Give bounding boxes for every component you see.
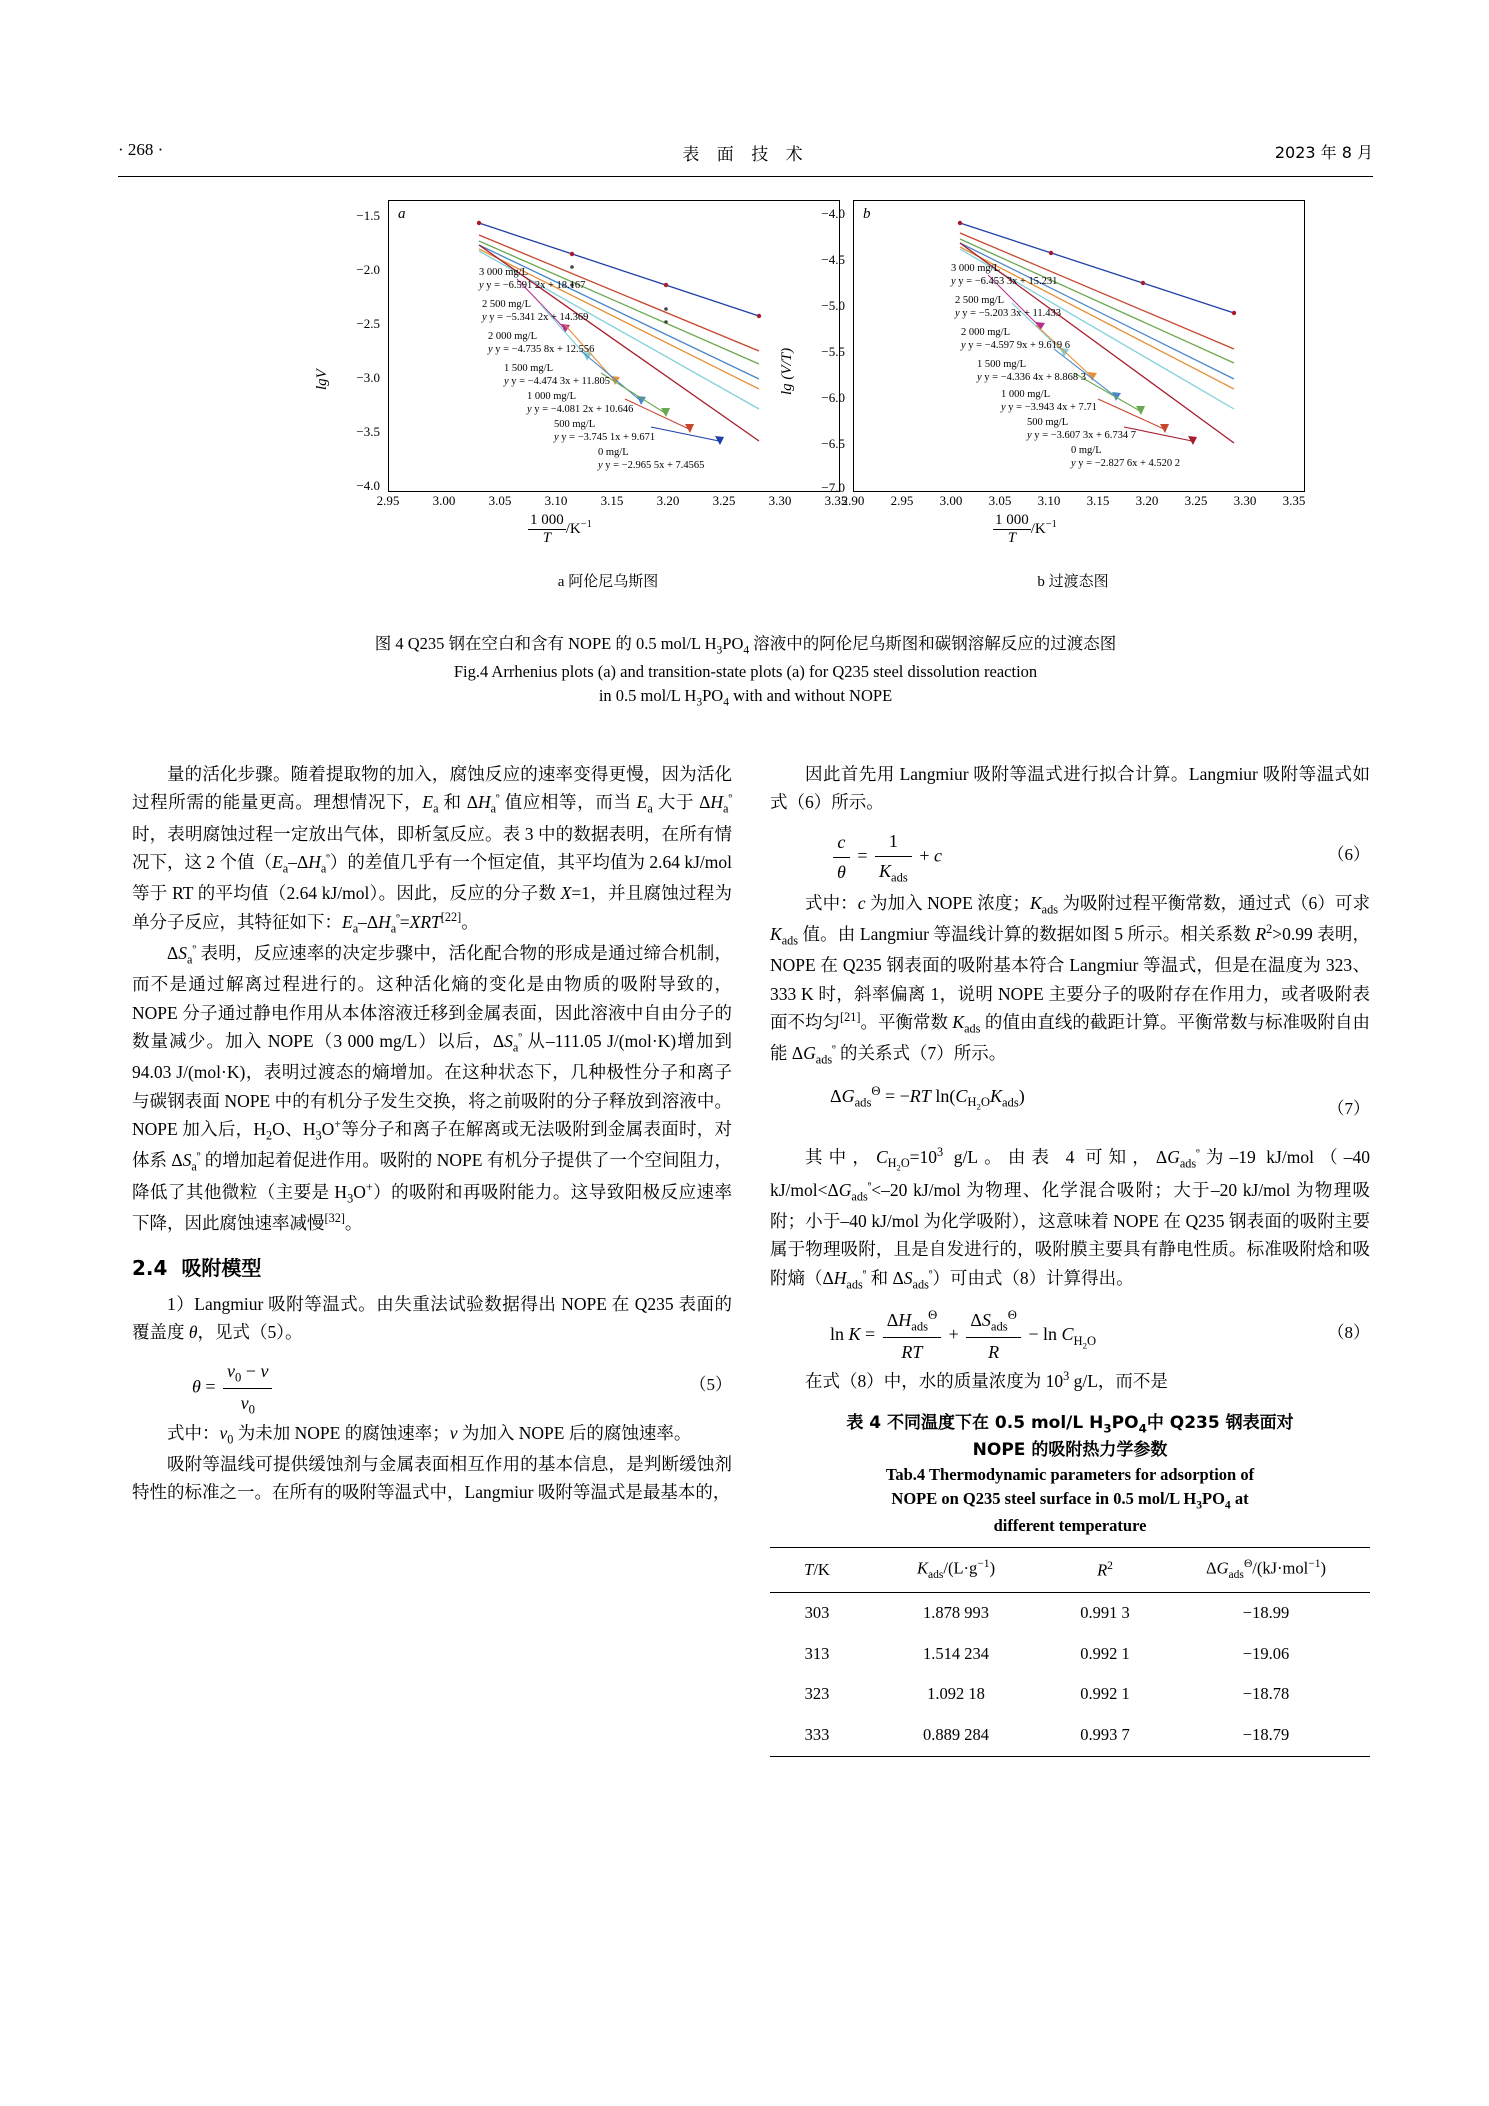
panel-b-ytick-6: −7.0 — [821, 480, 845, 495]
panel-a-annotation-6: 0 mg/L y y = −2.965 5x + 7.4565 — [598, 447, 705, 472]
equation-5-body: θ = $\frac{v_0 - v}{v_0}$ — [192, 1357, 275, 1420]
table-row — [770, 1674, 1370, 1715]
table-row — [770, 1592, 1370, 1633]
table-caption-cn-1: 表 4 不同温度下在 0.5 mol/L $H_3PO_4$中 Q235 钢表面对 — [846, 1413, 1294, 1436]
panel-a-xtick-6: 3.25 — [712, 493, 736, 508]
figure-caption — [118, 632, 1373, 712]
cell-kads: 1.092 18 — [927, 1684, 985, 1704]
figure-caption-en-2: in 0.5 mol/L $H_3PO_4$ with and without NOPE — [598, 686, 893, 709]
panel-a-ytick-4: −3.5 — [356, 424, 380, 439]
panel-b-ytick-0: −4.0 — [821, 206, 845, 221]
issue-date: 2023 年 8 月 — [1274, 143, 1373, 162]
panel-b-xtick-4: 3.10 — [1037, 493, 1061, 508]
panel-b-xtick-5: 3.15 — [1086, 493, 1110, 508]
cell-kads: 1.878 993 — [923, 1602, 989, 1622]
panel-b-xtick-3: 3.05 — [988, 493, 1012, 508]
panel-a-xtick-4: 3.15 — [600, 493, 624, 508]
table-header-kads: $K_{ads}/(L\cdot g^{-1})$ — [864, 1548, 1048, 1593]
panel-a-ytick-0: −1.5 — [356, 208, 380, 223]
equation-6-body: $\frac{c}{\theta}$ = 1 $K_{ads}$ + c — [830, 827, 942, 888]
panel-b-xtick-6: 3.20 — [1135, 493, 1159, 508]
paragraph-r1: 因此首先用 Langmiur 吸附等温式进行拟合计算。Langmiur 吸附等温式如式（6）所示。 — [770, 764, 1370, 813]
table-4 — [770, 1547, 1370, 1756]
panel-b-ytick-5: −6.5 — [821, 436, 845, 451]
panel-b-xtick-7: 3.25 — [1184, 493, 1208, 508]
left-column — [132, 760, 732, 1507]
panel-a-letter: a — [398, 206, 406, 222]
figure-caption-en-1: Fig.4 Arrhenius plots (a) and transition-state plots (a) for Q235 steel dissolution reaction — [453, 661, 1038, 681]
equation-7-number: （7） — [1327, 1098, 1370, 1118]
panel-b-xlabel: $\frac{1 000}{T}$ $/K^{-1}$ — [995, 512, 1057, 547]
panel-a-xtick-5: 3.20 — [656, 493, 680, 508]
table-caption-en-3: different temperature — [993, 1515, 1147, 1535]
paragraph-r2: 式中：c 为加入 NOPE 浓度；$K_{ads}$ 为吸附过程平衡常数，通过式（6）可求 $K_{ads}$ 值。由 Langmiur 等温线计算的数据如图 5 所示。相关系数 $R^2>0.99$ 表明，NOPE 在 Q235 钢表面的吸附基本符合 Langmiur 等温式，但是在温度为 323、333 K 时，斜率偏离 1，说明 NOPE 主要分子的吸附存在作用力，或者吸附表面不均匀[21]。平衡常数 $K_{ads}$ 的值由直线的截距计算。平衡常数与标准吸附自由能 $\Delta G_{ads}^ᶱ$ 的关系式（7）所示。 — [770, 892, 1371, 1067]
equation-8-body: ln K = $\Delta H_{ads}^\Theta$ RT + $\Delta S_{ads}^\Theta$ R − $\ln C_{H_2O}$ — [830, 1305, 1096, 1367]
right-column — [770, 760, 1370, 1757]
equation-8 — [770, 1305, 1370, 1362]
paragraph-l1: 量的活化步骤。随着提取物的加入，腐蚀反应的速率变得更慢，因为活化过程所需的能量更高。理想情况下，$E_a$ 和 $\Delta H_a^ᶱ$ 值应相等，而当 $E_a$ 大于 $\Delta H_a^ᶱ$ 时，表明腐蚀过程一定放出气体，即析氢反应。表 3 中的数据表明，在所有情况下，这 2 个值$(E_a-\Delta H_a^ᶱ)$的差值几乎有一个恒定值，其平均值为 2.64 kJ/mol 等于 RT 的平均值（2.64 kJ/mol）。因此，反应的分子数 X=1，并且腐蚀过程为单分子反应，其特征如下：$E_a-\Delta H_a^ᶱ=XRT[22]$。 — [132, 764, 733, 936]
panel-a-xtick-0: 2.95 — [376, 493, 400, 508]
table-caption-cn-2: NOPE 的吸附热力学参数 — [972, 1439, 1168, 1460]
panel-a-ytick-3: −3.0 — [356, 370, 380, 385]
panel-a-ylabel: lgV — [314, 369, 330, 390]
panel-b-annotation-0: 3 000 mg/L y y = −6.453 3x + 15.231 — [951, 263, 1058, 288]
panel-b-ytick-4: −6.0 — [821, 390, 845, 405]
panel-a-annotation-3: 1 500 mg/L y y = −4.474 3x + 11.805 — [504, 363, 611, 388]
table-header-r2: $R^2$ — [1048, 1548, 1162, 1593]
panel-a-annotation-1: 2 500 mg/L y y = −5.341 2x + 14.369 — [482, 299, 589, 324]
figure-4 — [118, 190, 1373, 630]
table-row — [770, 1634, 1370, 1675]
panel-a-caption: a 阿伦尼乌斯图 — [557, 574, 659, 590]
equation-8-number: （8） — [1327, 1322, 1370, 1342]
paragraph-l2: $\Delta S_a^ᶱ$ 表明，反应速率的决定步骤中，活化配合物的形成是通过缔合机制，而不是通过解离过程进行的。这种活化熵的变化是由物质的吸附导致的，NOPE 分子通过静电作用从本体溶液迁移到金属表面，因此溶液中自由分子的数量减少。加入 NOPE（3 000 mg/L）以后，$\Delta S_a^ᶱ$ 从–111.05 J/(mol·K)增加到 94.03 J/(mol·K)，表明过渡态的熵增加。在这种状态下，几种极性分子和离子与碳钢表面 NOPE 中的有机分子发生交换，将之前吸附的分子释放到溶液中。NOPE 加入后，$H_2O$、$H_3O^+$等分子和离子在解离或无法吸附到金属表面时，对体系 $\Delta S_a^ᶱ$ 的增加起着促进作用。吸附的 NOPE 有机分子提供了一个空间阻力，降低了其他微粒（主要是 $H_3O^+$）的吸附和再吸附能力。这导致阳极反应速率下降，因此腐蚀速率减慢[32]。 — [132, 941, 733, 1234]
equation-7-body: $\Delta G_{ads}^\Theta = -RT$ $\ln(C_{H_2O}K_{ads})$ — [830, 1083, 1025, 1112]
cell-dg: −18.78 — [1242, 1684, 1290, 1704]
cell-t: 323 — [804, 1684, 830, 1704]
panel-a-xtick-7: 3.30 — [768, 493, 792, 508]
panel-b-caption: b 过渡态图 — [1037, 574, 1109, 590]
paragraph-l4: 式中：$v_0$ 为未加 NOPE 的腐蚀速率；v 为加入 NOPE 后的腐蚀速率。 — [167, 1422, 692, 1447]
panel-a-ytick-1: −2.0 — [356, 262, 380, 277]
panel-a-annotation-0: 3 000 mg/L y y = −6.591 2x + 18.167 — [479, 267, 586, 292]
page-number: · 268 · — [118, 140, 164, 159]
panel-b-ylabel: lg (V/T) — [779, 347, 795, 395]
panel-a-ytick-2: −2.5 — [356, 316, 380, 331]
paragraph-l5: 吸附等温线可提供缓蚀剂与金属表面相互作用的基本信息，是判断缓蚀剂特性的标准之一。在所有的吸附等温式中，Langmiur 吸附等温式是最基本的， — [132, 1453, 732, 1503]
panel-b-annotation-4: 1 000 mg/L y y = −3.943 4x + 7.71 — [1001, 389, 1097, 414]
panel-b-letter: b — [863, 206, 871, 222]
panel-b-xtick-0: 2.90 — [841, 493, 865, 508]
panel-b-annotation-6: 0 mg/L y y = −2.827 6x + 4.520 2 — [1071, 445, 1181, 470]
equation-5 — [132, 1357, 732, 1417]
cell-kads: 0.889 284 — [864, 1715, 1048, 1756]
panel-a-xtick-2: 3.05 — [488, 493, 512, 508]
header-divider — [118, 176, 1373, 177]
equation-7 — [770, 1081, 1370, 1133]
panel-b-ytick-3: −5.5 — [821, 344, 845, 359]
paragraph-r4: 在式（8）中，水的质量浓度为 $10^3$ g/L，而不是 — [805, 1369, 1168, 1391]
cell-r2: 0.992 1 — [1080, 1643, 1130, 1663]
panel-b-xtick-1: 2.95 — [890, 493, 914, 508]
panel-a-annotation-5: 500 mg/L y y = −3.745 1x + 9.671 — [554, 419, 656, 444]
cell-r2: 0.991 3 — [1080, 1602, 1130, 1622]
cell-t: 333 — [770, 1715, 864, 1756]
cell-t: 313 — [804, 1643, 830, 1663]
panel-b-xtick-2: 3.00 — [939, 493, 963, 508]
panel-a-xtick-1: 3.00 — [432, 493, 456, 508]
panel-a-xtick-8: 3.35 — [824, 493, 848, 508]
panel-a-annotation-2: 2 000 mg/L y y = −4.735 8x + 12.556 — [488, 331, 595, 356]
table-header-temperature: T/K — [770, 1548, 864, 1593]
panel-b-annotation-2: 2 000 mg/L y y = −4.597 9x + 9.619 6 — [961, 327, 1071, 352]
panel-a-xtick-3: 3.10 — [544, 493, 568, 508]
table-caption — [770, 1411, 1370, 1537]
running-head — [118, 140, 1373, 174]
cell-r2: 0.993 7 — [1048, 1715, 1162, 1756]
cell-dg: −18.79 — [1162, 1715, 1370, 1756]
equation-6-number: （6） — [1327, 844, 1370, 864]
paragraph-l3: 1）Langmiur 吸附等温式。由失重法试验数据得出 NOPE 在 Q235 表面的覆盖度 θ，见式（5）。 — [132, 1293, 732, 1343]
equation-6 — [770, 827, 1370, 885]
panel-b-annotation-5: 500 mg/L y y = −3.607 3x + 6.734 7 — [1027, 417, 1137, 442]
journal-title: 表 面 技 术 — [682, 145, 809, 165]
panel-a-ytick-5: −4.0 — [356, 478, 380, 493]
cell-dg: −18.99 — [1242, 1602, 1290, 1622]
panel-a-annotation-4: 1 000 mg/L y y = −4.081 2x + 10.646 — [527, 391, 634, 416]
panel-b-xtick-9: 3.35 — [1282, 493, 1306, 508]
table-row — [770, 1715, 1370, 1756]
cell-kads: 1.514 234 — [923, 1643, 989, 1663]
panel-b-annotation-1: 2 500 mg/L y y = −5.203 3x + 11.433 — [955, 295, 1062, 320]
chart-panel-b — [763, 190, 1383, 590]
table-header-dg: $\Delta G_{ads}^\Theta/(kJ\cdot mol^{-1})$ — [1162, 1548, 1370, 1593]
equation-5-number: （5） — [689, 1374, 732, 1394]
cell-t: 303 — [804, 1602, 830, 1622]
panel-b-ytick-2: −5.0 — [821, 298, 845, 313]
table-caption-en-1: Tab.4 Thermodynamic parameters for adsorption of — [885, 1464, 1255, 1484]
cell-r2: 0.992 1 — [1080, 1684, 1130, 1704]
cell-dg: −19.06 — [1242, 1643, 1290, 1663]
figure-caption-cn: 图 4 Q235 钢在空白和含有 NOPE 的 0.5 mol/L $H_3PO_4$ 溶液中的阿伦尼乌斯图和碳钢溶解反应的过渡态图 — [374, 634, 1117, 657]
panel-a-xlabel: $\frac{1 000}{T}$ $/K^{-1}$ — [530, 512, 592, 547]
table-header-row — [770, 1548, 1370, 1593]
section-heading-2-4: 2.4 吸附模型 — [132, 1255, 262, 1280]
panel-b-ytick-1: −4.5 — [821, 252, 845, 267]
table-caption-en-2: NOPE on Q235 steel surface in 0.5 mol/L $H_3PO_4$ at — [891, 1488, 1249, 1511]
panel-b-annotation-3: 1 500 mg/L y y = −4.336 4x + 8.868 3 — [977, 359, 1087, 384]
paragraph-r3: 其中，$C_{H_2O}=10^3$ g/L。由表 4 可知，$\Delta G_{ads}^ᶱ$为–19 kJ/mol（–40 $kJ/mol<\Delta G_{ads}^ᶱ<-20$ kJ/mol 为物理、化学混合吸附；大于–20 kJ/mol 为物理吸附；小于–40 kJ/mol 为化学吸附），这意味着 NOPE 在 Q235 钢表面的吸附主要属于物理吸附，且是自发进行的，吸附膜主要具有静电性质。标准吸附焓和吸附熵（$\Delta H_{ads}^ᶱ$ 和 $\Delta S_{ads}^ᶱ$）可由式（8）计算得出。 — [770, 1144, 1371, 1292]
panel-b-xtick-8: 3.30 — [1233, 493, 1257, 508]
